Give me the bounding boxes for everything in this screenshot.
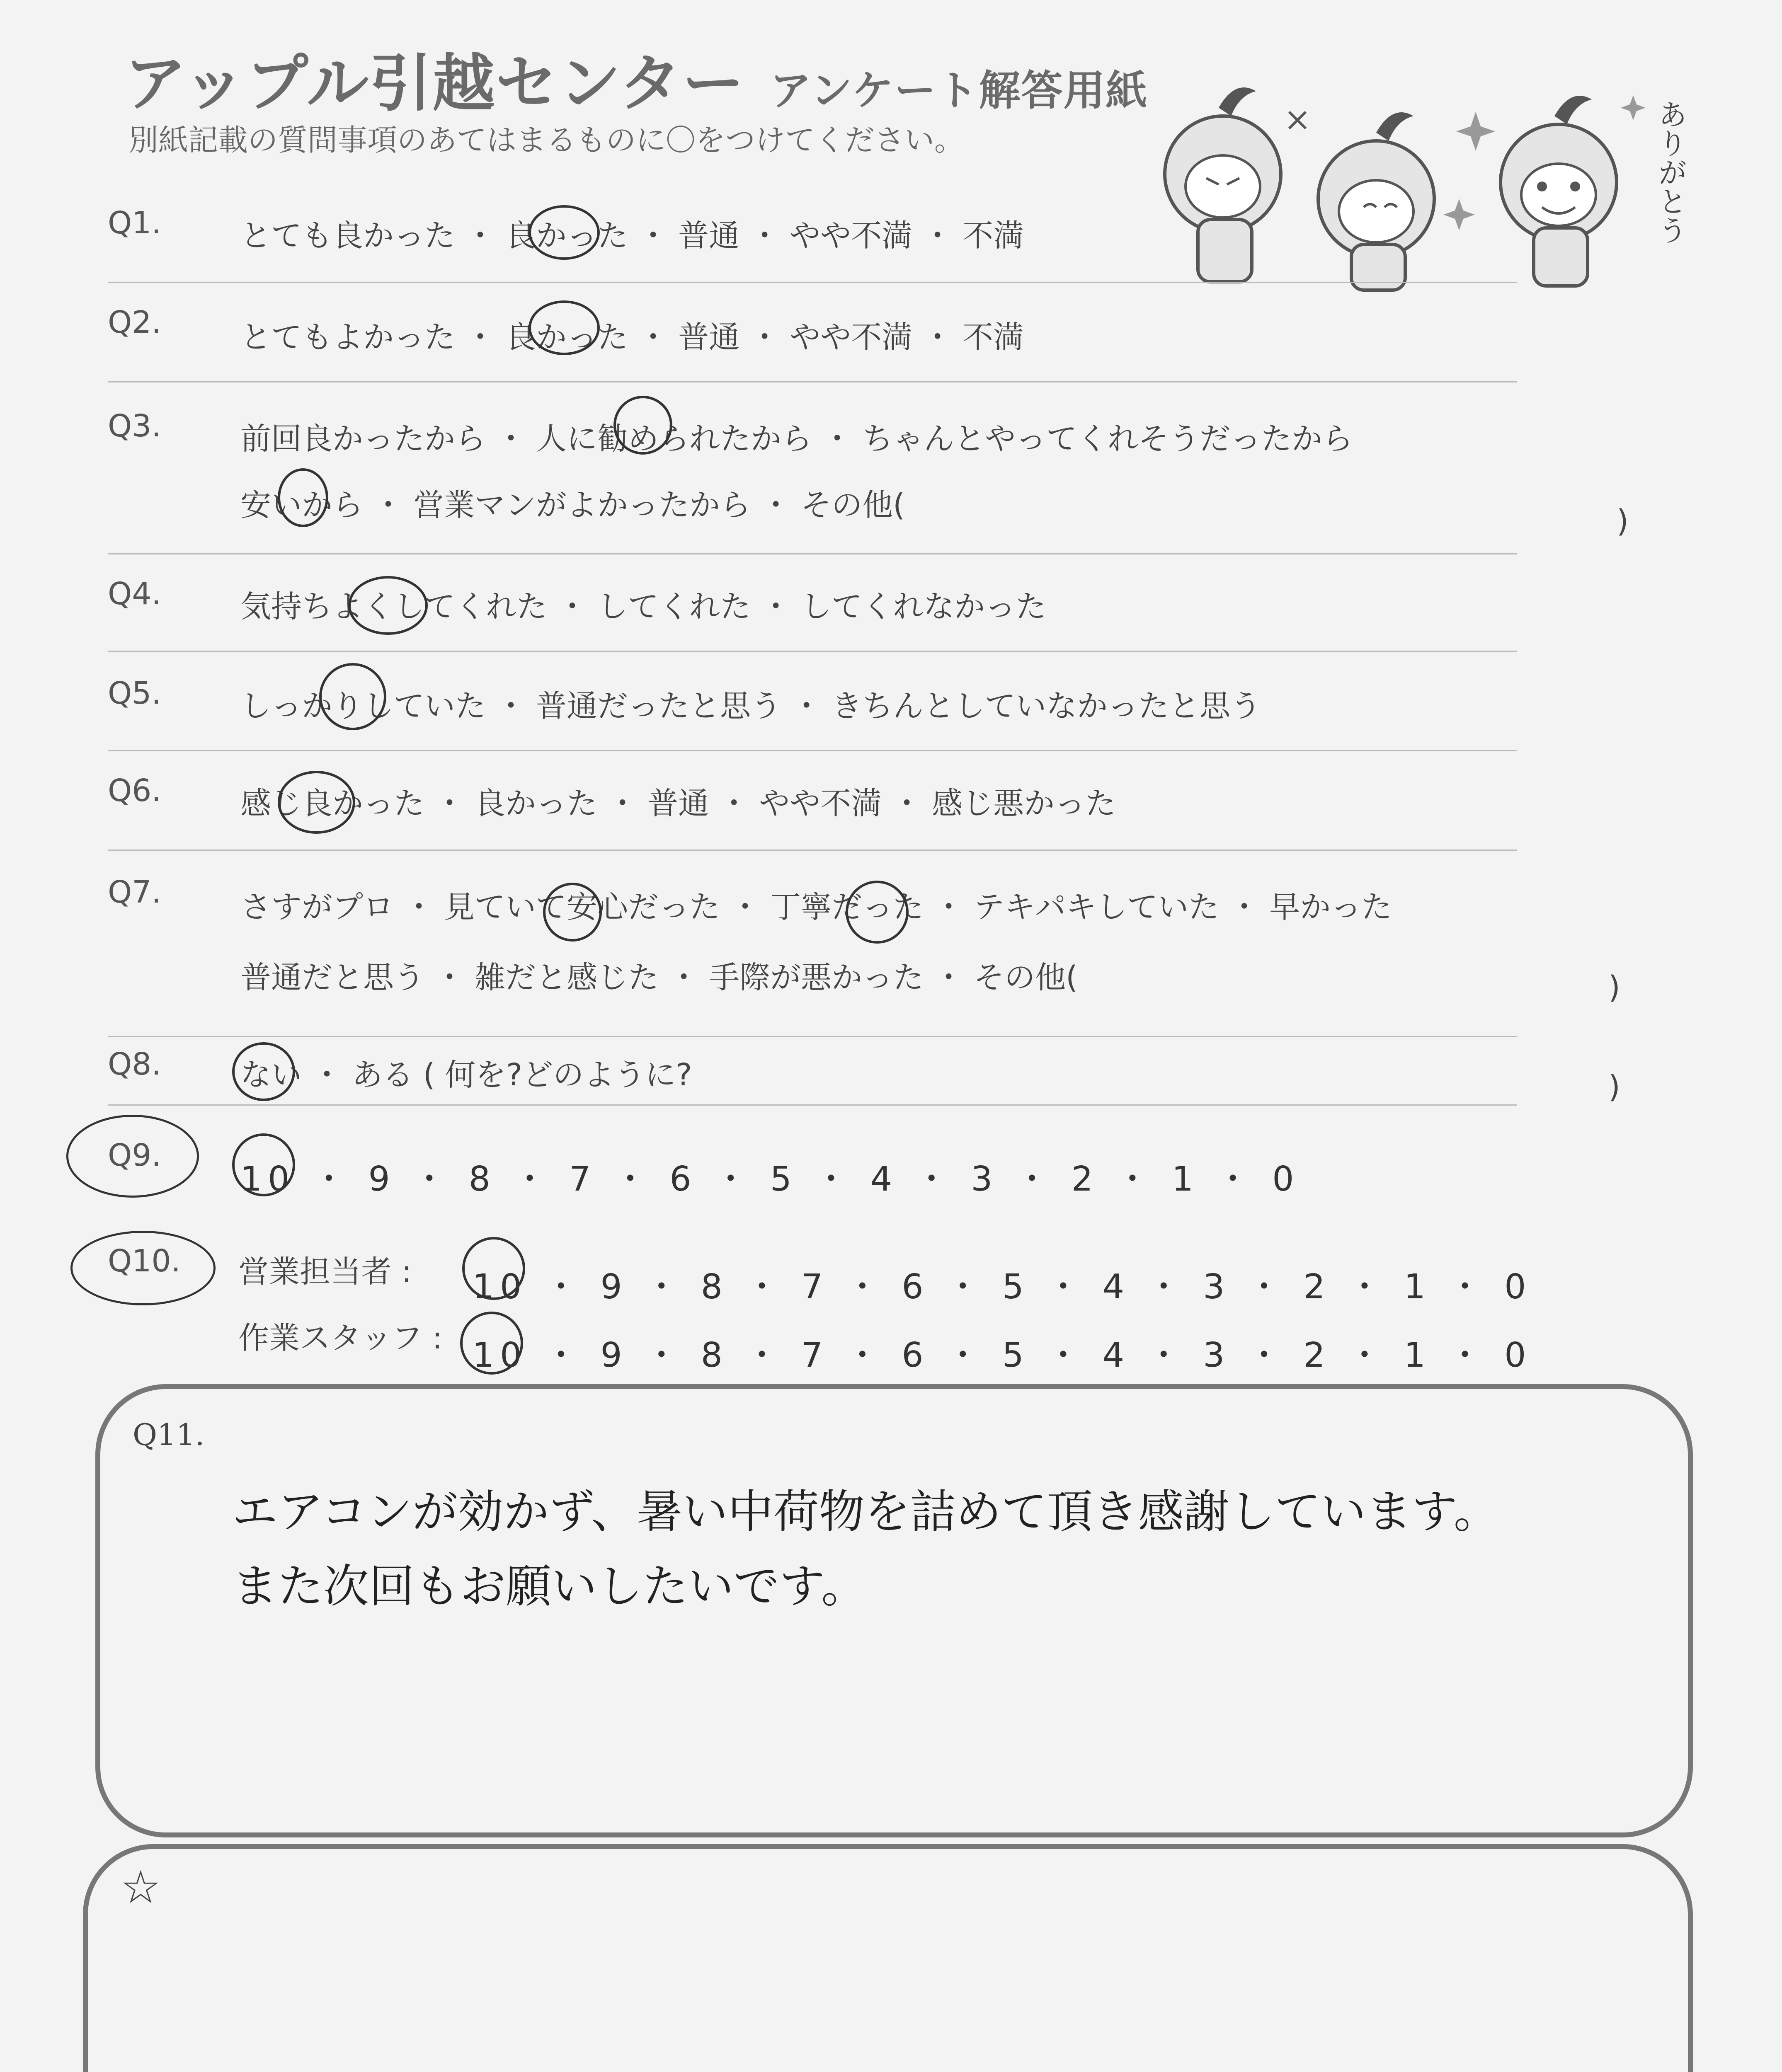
q3-answer-circle-1 bbox=[613, 396, 672, 455]
monkey-mascots-illustration bbox=[1144, 62, 1700, 294]
q7-paren-close: ) bbox=[1608, 970, 1620, 1005]
q4-label: Q4. bbox=[108, 576, 161, 612]
q10-sales-label: 営業担当者 : bbox=[238, 1254, 412, 1290]
company-name: アップル引越センター bbox=[124, 48, 745, 120]
q10-label-circle bbox=[70, 1231, 216, 1305]
q1-label: Q1. bbox=[108, 205, 161, 241]
q11-comment-line1: エアコンが効かず、暑い中荷物を詰めて頂き感謝しています。 bbox=[232, 1485, 1499, 1538]
q4-options[interactable]: 気持ちよくしてくれた ・ してくれた ・ してくれなかった bbox=[240, 589, 1047, 625]
q2-label: Q2. bbox=[108, 305, 161, 340]
q5-options[interactable]: しっかりしていた ・ 普通だったと思う ・ きちんとしていなかったと思う bbox=[240, 688, 1261, 724]
q3-answer-circle-2 bbox=[278, 468, 328, 527]
q3-options-line1[interactable]: 前回良かったから ・ 人に勧められたから ・ ちゃんとやってくれそうだったから bbox=[240, 421, 1353, 457]
mascot-caption: ありがとう bbox=[1654, 99, 1687, 244]
q2-answer-circle bbox=[529, 300, 600, 355]
q8-label: Q8. bbox=[108, 1046, 161, 1082]
star-icon: ☆ bbox=[120, 1861, 161, 1914]
q10-staff-scale[interactable]: 10 ・ 9 ・ 8 ・ 7 ・ 6 ・ 5 ・ 4 ・ 3 ・ 2 ・ 1 ・ 0 bbox=[473, 1336, 1532, 1375]
q1-options[interactable]: とても良かった ・ 良かった ・ 普通 ・ やや不満 ・ 不満 bbox=[240, 218, 1024, 254]
q6-label: Q6. bbox=[108, 773, 161, 808]
instruction-text: 別紙記載の質問事項のあてはまるものに〇をつけてください。 bbox=[128, 123, 965, 157]
q1-answer-circle bbox=[529, 205, 600, 260]
q6-options[interactable]: 感じ良かった ・ 良かった ・ 普通 ・ やや不満 ・ 感じ悪かった bbox=[240, 786, 1116, 821]
q8-answer-circle bbox=[232, 1042, 295, 1101]
q7-answer-circle-1 bbox=[543, 883, 602, 942]
form-subtitle: アンケート解答用紙 bbox=[770, 66, 1148, 115]
q11-comment-line2: また次回もお願いしたいです。 bbox=[232, 1560, 867, 1613]
q8-options[interactable]: ない ・ ある ( 何を?どのように? bbox=[240, 1057, 692, 1093]
star-comment-box[interactable] bbox=[83, 1844, 1693, 2072]
q7-options-line1[interactable]: さすがプロ ・ 見ていて安心だった ・ 丁寧だった ・ テキパキしていた ・ 早かった bbox=[240, 889, 1392, 925]
q2-options[interactable]: とてもよかった ・ 良かった ・ 普通 ・ やや不満 ・ 不満 bbox=[240, 320, 1024, 355]
q7-options-line2[interactable]: 普通だと思う ・ 雑だと感じた ・ 手際が悪かった ・ その他( bbox=[240, 960, 1078, 995]
q10-staff-answer-circle bbox=[460, 1312, 523, 1375]
q3-options-line2[interactable]: 安いから ・ 営業マンがよかったから ・ その他( bbox=[240, 487, 905, 523]
q9-scale[interactable]: 10 ・ 9 ・ 8 ・ 7 ・ 6 ・ 5 ・ 4 ・ 3 ・ 2 ・ 1 ・ 0 bbox=[240, 1159, 1300, 1199]
q9-label-circle bbox=[66, 1115, 199, 1198]
q7-answer-circle-2 bbox=[846, 881, 909, 944]
q5-label: Q5. bbox=[108, 675, 161, 711]
q8-paren-close: ) bbox=[1608, 1069, 1620, 1105]
q6-answer-circle bbox=[278, 771, 355, 834]
form-title bbox=[124, 33, 1148, 123]
q7-label: Q7. bbox=[108, 874, 161, 910]
q9-label: Q9. bbox=[108, 1138, 161, 1173]
q9-answer-circle bbox=[232, 1133, 295, 1196]
q10-staff-label: 作業スタッフ : bbox=[238, 1320, 443, 1356]
q3-label: Q3. bbox=[108, 408, 161, 444]
q10-sales-answer-circle bbox=[462, 1237, 525, 1300]
q5-answer-circle bbox=[319, 663, 386, 730]
q10-sales-scale[interactable]: 10 ・ 9 ・ 8 ・ 7 ・ 6 ・ 5 ・ 4 ・ 3 ・ 2 ・ 1 ・ 0 bbox=[473, 1267, 1532, 1307]
q3-paren-close: ) bbox=[1617, 503, 1629, 539]
q11-label: Q11. bbox=[133, 1417, 205, 1452]
q10-label: Q10. bbox=[108, 1243, 181, 1279]
q4-answer-circle bbox=[348, 576, 428, 635]
